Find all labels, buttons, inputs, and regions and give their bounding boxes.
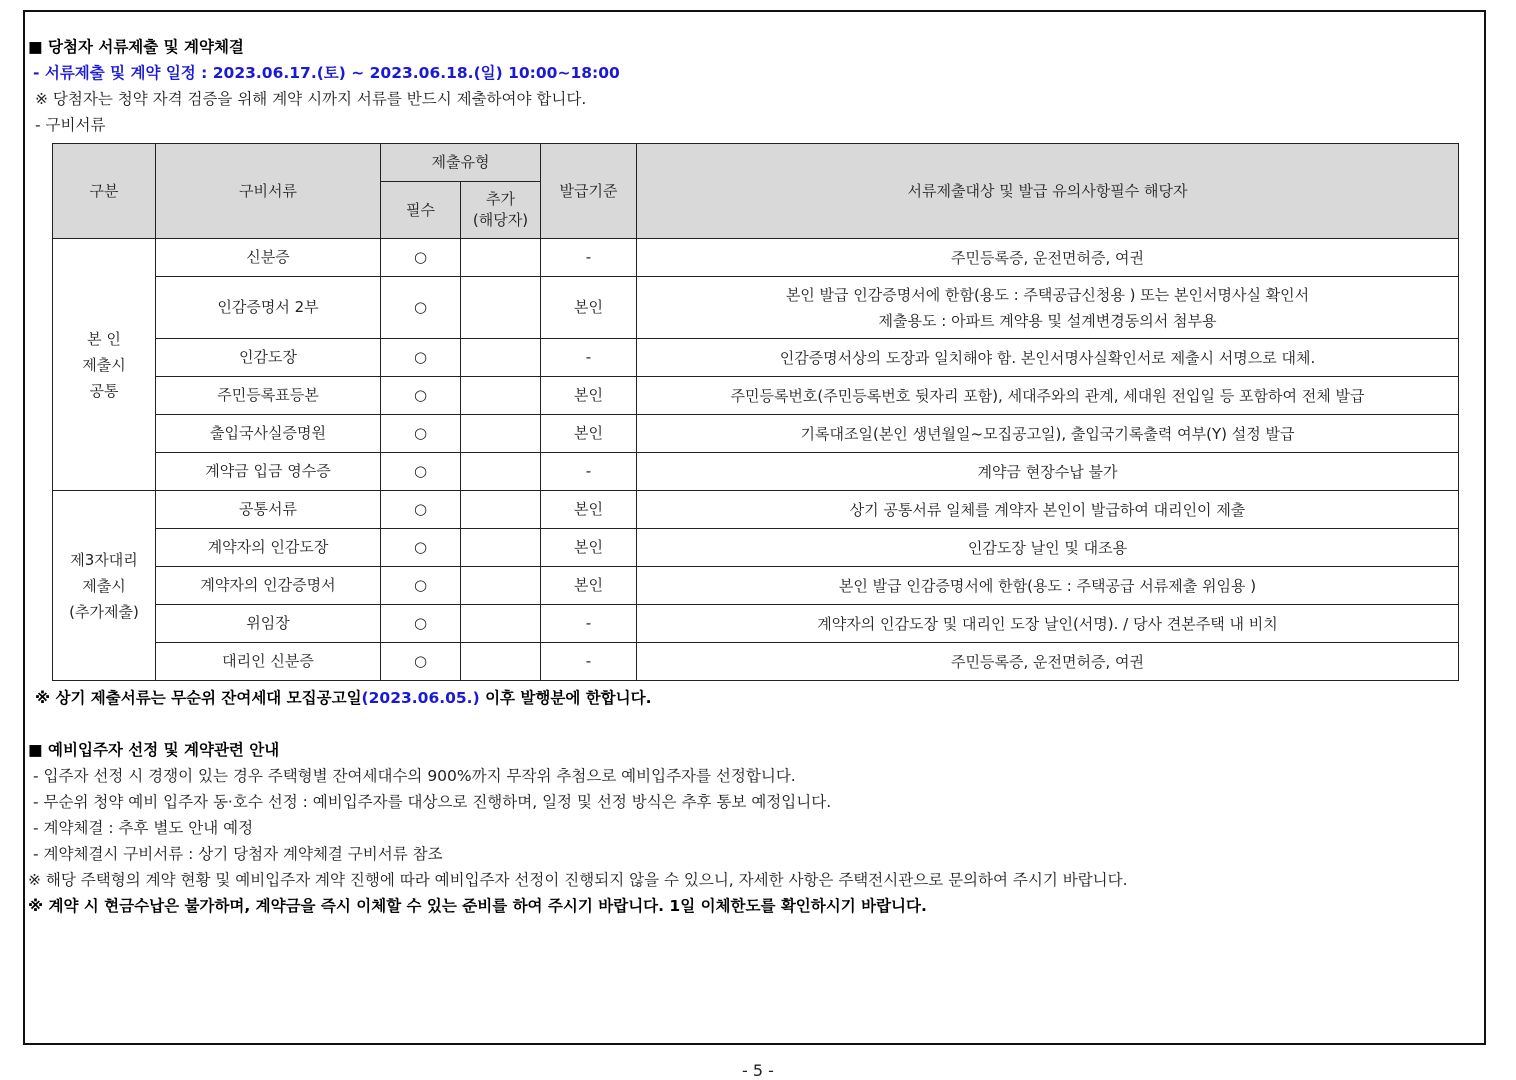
note-cell: 인감도장 날인 및 대조용 xyxy=(637,529,1459,567)
table-row xyxy=(53,529,1459,567)
note-cell: 주민등록번호(주민등록번호 뒷자리 포함), 세대주와의 관계, 세대원 전입일 등 포함하여 전체 발급 xyxy=(637,377,1459,415)
table-row xyxy=(53,339,1459,377)
table-row xyxy=(53,239,1459,277)
issuer-cell: 본인 xyxy=(541,277,637,339)
issuer-cell: 본인 xyxy=(541,377,637,415)
additional-mark xyxy=(461,529,541,567)
additional-mark xyxy=(461,415,541,453)
table-footnote-date: (2023.06.05.) xyxy=(361,689,480,707)
header-required: 필수 xyxy=(381,182,461,239)
required-mark: ○ xyxy=(381,643,461,681)
additional-mark xyxy=(461,567,541,605)
additional-mark xyxy=(461,277,541,339)
page-number: - 5 - xyxy=(742,1061,774,1080)
group-label: 제3자대리 제출시 (추가제출) xyxy=(53,491,156,681)
required-mark: ○ xyxy=(381,491,461,529)
issuer-cell: - xyxy=(541,239,637,277)
additional-mark xyxy=(461,239,541,277)
required-mark: ○ xyxy=(381,277,461,339)
issuer-cell: 본인 xyxy=(541,567,637,605)
table-footnote-suffix: 이후 발행분에 한합니다. xyxy=(479,689,652,707)
additional-mark xyxy=(461,339,541,377)
waitlist-line-3: - 계약체결 : 추후 별도 안내 예정 xyxy=(33,819,254,837)
section-heading-waitlist: ■ 예비입주자 선정 및 계약관련 안내 xyxy=(28,741,280,759)
additional-mark xyxy=(461,377,541,415)
table-row xyxy=(53,567,1459,605)
table-row xyxy=(53,491,1459,529)
verification-note: ※ 당첨자는 청약 자격 검증을 위해 계약 시까지 서류를 반드시 제출하여야 합니다. xyxy=(35,90,587,108)
note-cell: 상기 공통서류 일체를 계약자 본인이 발급하여 대리인이 제출 xyxy=(637,491,1459,529)
header-notes: 서류제출대상 및 발급 유의사항필수 해당자 xyxy=(637,144,1459,239)
issuer-cell: - xyxy=(541,339,637,377)
required-mark: ○ xyxy=(381,453,461,491)
header-submit-type: 제출유형 xyxy=(381,144,541,182)
required-mark: ○ xyxy=(381,339,461,377)
required-mark: ○ xyxy=(381,605,461,643)
required-mark: ○ xyxy=(381,529,461,567)
table-row xyxy=(53,277,1459,339)
document-name: 주민등록표등본 xyxy=(156,377,381,415)
table-row xyxy=(53,643,1459,681)
required-mark: ○ xyxy=(381,415,461,453)
header-additional: 추가 (해당자) xyxy=(461,182,541,239)
group-label: 본 인 제출시 공통 xyxy=(53,239,156,491)
table-row xyxy=(53,377,1459,415)
document-name: 인감증명서 2부 xyxy=(156,277,381,339)
document-name: 출입국사실증명원 xyxy=(156,415,381,453)
table-row xyxy=(53,453,1459,491)
note-cell: 본인 발급 인감증명서에 한함(용도 : 주택공급 서류제출 위임용 ) xyxy=(637,567,1459,605)
document-name: 공통서류 xyxy=(156,491,381,529)
section-heading-contract: ■ 당첨자 서류제출 및 계약체결 xyxy=(28,38,244,56)
waitlist-line-2: - 무순위 청약 예비 입주자 동·호수 선정 : 예비입주자를 대상으로 진행하며, 일정 및 선정 방식은 추후 통보 예정입니다. xyxy=(33,793,832,811)
document-name: 위임장 xyxy=(156,605,381,643)
docs-label: - 구비서류 xyxy=(35,116,106,134)
issuer-cell: 본인 xyxy=(541,415,637,453)
note-cell: 주민등록증, 운전면허증, 여권 xyxy=(637,239,1459,277)
issuer-cell: 본인 xyxy=(541,529,637,567)
issuer-cell: - xyxy=(541,453,637,491)
required-mark: ○ xyxy=(381,377,461,415)
waitlist-line-4: - 계약체결시 구비서류 : 상기 당첨자 계약체결 구비서류 참조 xyxy=(33,845,443,863)
required-documents-table xyxy=(52,143,1459,681)
table-row xyxy=(53,415,1459,453)
document-name: 인감도장 xyxy=(156,339,381,377)
note-cell: 계약금 현장수납 불가 xyxy=(637,453,1459,491)
additional-mark xyxy=(461,605,541,643)
table-body xyxy=(53,239,1459,681)
waitlist-line-5: ※ 해당 주택형의 계약 현황 및 예비입주자 계약 진행에 따라 예비입주자 선정이 진행되지 않을 수 있으니, 자세한 사항은 주택전시관으로 문의하여 주시기 바랍니다. xyxy=(28,871,1128,889)
waitlist-line-1: - 입주자 선정 시 경쟁이 있는 경우 주택형별 잔여세대수의 900%까지 무작위 추첨으로 예비입주자를 선정합니다. xyxy=(33,767,796,785)
header-issuer: 발급기준 xyxy=(541,144,637,239)
header-category: 구분 xyxy=(53,144,156,239)
note-cell: 본인 발급 인감증명서에 한함(용도 : 주택공급신청용 ) 또는 본인서명사실 확인서 제출용도 : 아파트 계약용 및 설계변경동의서 첨부용 xyxy=(637,277,1459,339)
note-cell: 기록대조일(본인 생년월일~모집공고일), 출입국기록출력 여부(Y) 설정 발급 xyxy=(637,415,1459,453)
document-name: 계약자의 인감증명서 xyxy=(156,567,381,605)
additional-mark xyxy=(461,453,541,491)
additional-mark xyxy=(461,643,541,681)
header-document: 구비서류 xyxy=(156,144,381,239)
schedule-text: - 서류제출 및 계약 일정 : 2023.06.17.(토) ~ 2023.06.18.(일) 10:00~18:00 xyxy=(33,64,620,82)
document-name: 계약금 입금 영수증 xyxy=(156,453,381,491)
table-footnote-prefix: ※ 상기 제출서류는 무순위 잔여세대 모집공고일 xyxy=(35,689,362,707)
required-mark: ○ xyxy=(381,239,461,277)
document-name: 계약자의 인감도장 xyxy=(156,529,381,567)
document-name: 신분증 xyxy=(156,239,381,277)
issuer-cell: 본인 xyxy=(541,491,637,529)
cash-notice: ※ 계약 시 현금수납은 불가하며, 계약금을 즉시 이체할 수 있는 준비를 하여 주시기 바랍니다. 1일 이체한도를 확인하시기 바랍니다. xyxy=(28,897,927,915)
table-row xyxy=(53,605,1459,643)
required-mark: ○ xyxy=(381,567,461,605)
note-cell: 계약자의 인감도장 및 대리인 도장 날인(서명). / 당사 견본주택 내 비치 xyxy=(637,605,1459,643)
additional-mark xyxy=(461,491,541,529)
note-cell: 인감증명서상의 도장과 일치해야 함. 본인서명사실확인서로 제출시 서명으로 대체. xyxy=(637,339,1459,377)
issuer-cell: - xyxy=(541,643,637,681)
table-footnote xyxy=(35,688,651,708)
issuer-cell: - xyxy=(541,605,637,643)
note-cell: 주민등록증, 운전면허증, 여권 xyxy=(637,643,1459,681)
document-name: 대리인 신분증 xyxy=(156,643,381,681)
